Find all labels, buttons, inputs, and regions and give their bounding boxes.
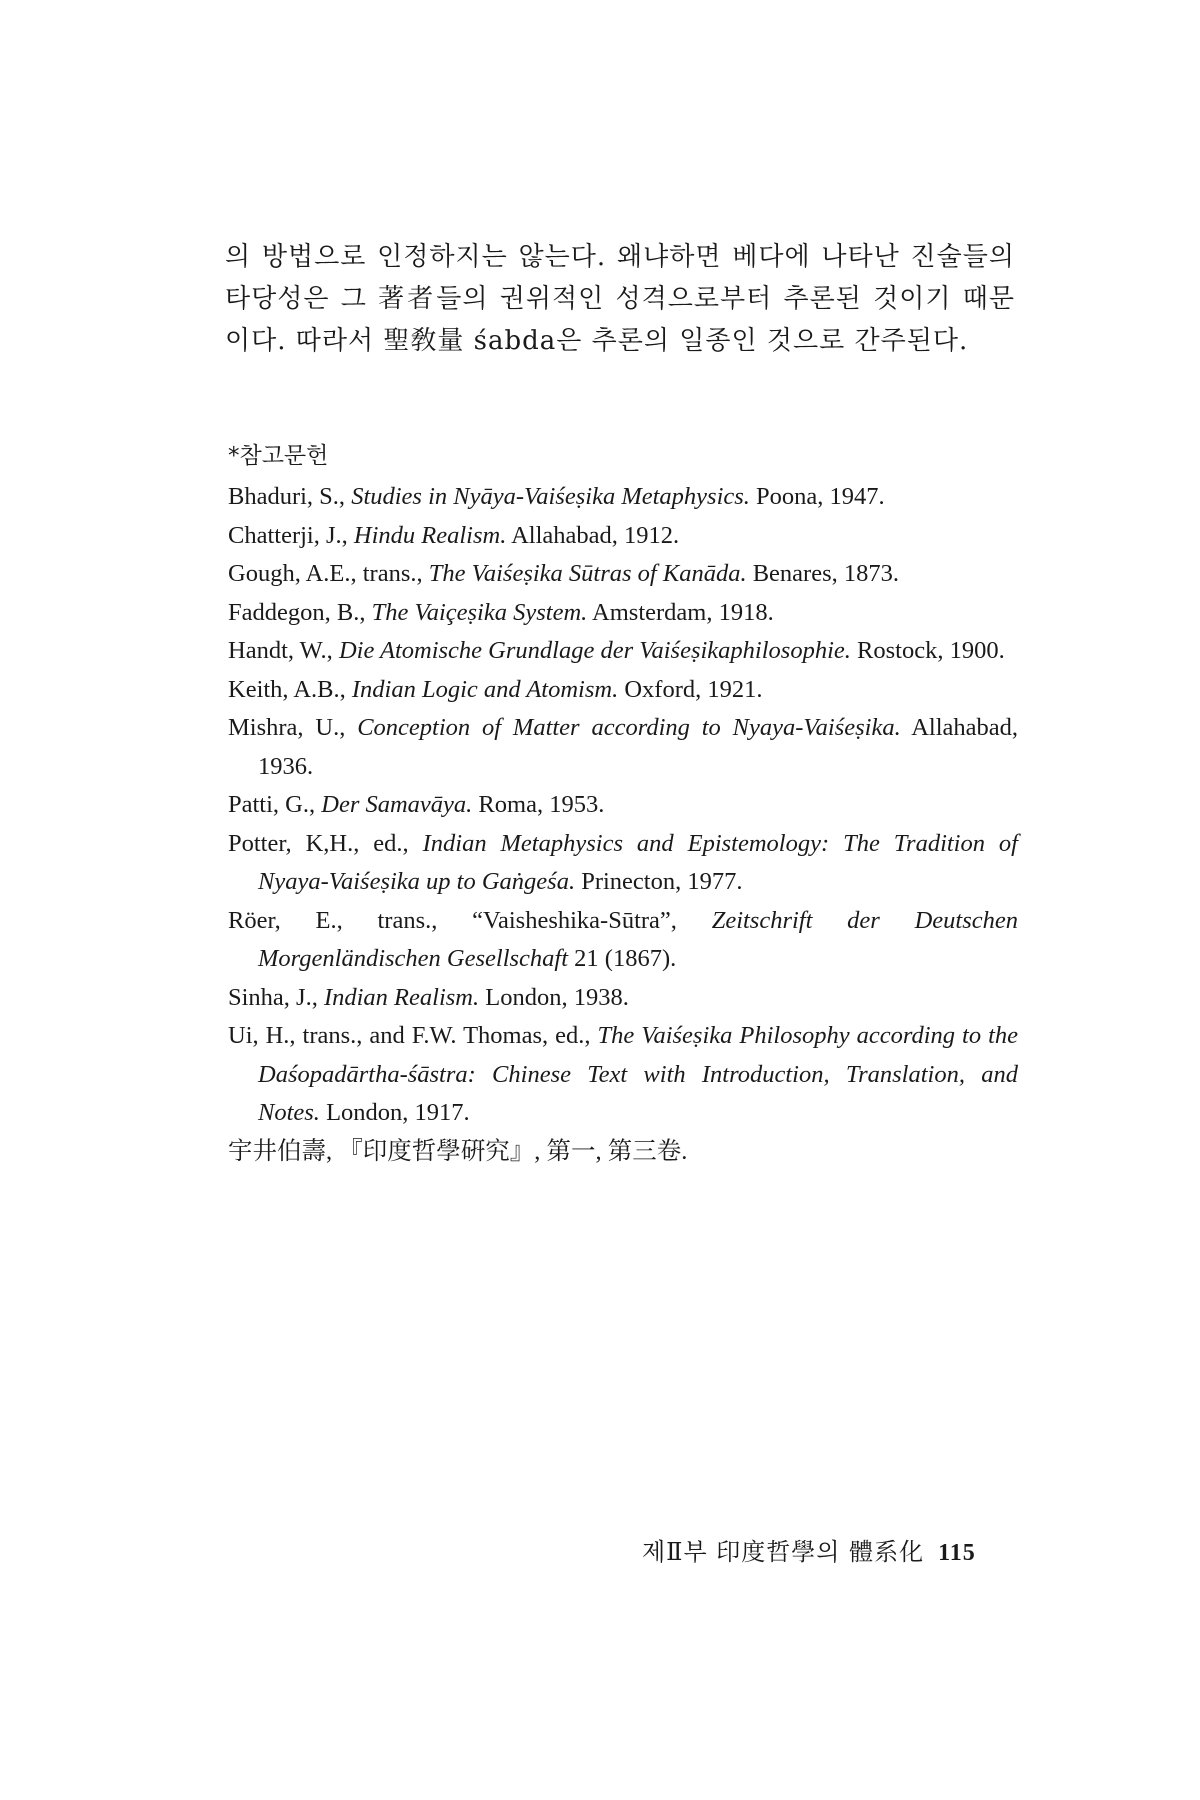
reference-title: The Vaiśeṣika Philosophy according to the Daśopadārtha-śāstra: Chinese Text with Introduction, Translation, and Notes. — [258, 1022, 1018, 1126]
reference-author: Faddegon, B., — [228, 598, 372, 626]
reference-author: Gough, A.E., trans., — [228, 560, 429, 587]
reference-author: Handt, W., — [228, 637, 339, 664]
reference-entry — [228, 671, 1018, 710]
reference-title: Hindu Realism. — [353, 521, 507, 549]
reference-entry — [228, 517, 1018, 556]
reference-author: Sinha, J., — [228, 983, 324, 1011]
reference-entry — [228, 478, 1018, 517]
reference-title: Zeitschrift der Deutschen Morgenländischen Gesellschaft — [258, 906, 1019, 972]
reference-title: Studies in Nyāya-Vaiśeṣika Metaphysics. — [351, 483, 750, 510]
reference-entry — [228, 632, 1018, 671]
reference-publication: Benares, 1873. — [746, 560, 900, 587]
reference-entry — [228, 1133, 1018, 1172]
page-footer — [642, 1532, 976, 1567]
reference-title: Conception of Matter according to Nyaya-Vaiśeṣika. — [357, 714, 901, 741]
reference-title: Der Samavāya. — [321, 791, 473, 818]
reference-author: Röer, E., trans., “Vaisheshika-Sūtra”, — [228, 906, 712, 934]
body-text — [225, 236, 1015, 362]
reference-entry — [228, 825, 1018, 902]
reference-title: Die Atomische Grundlage der Vaiśeṣikaphilosophie. — [338, 637, 851, 664]
reference-entry — [228, 594, 1018, 633]
reference-publication: London, 1938. — [479, 983, 629, 1011]
reference-publication: Allahabad, 1912. — [506, 521, 680, 549]
reference-title: Indian Logic and Atomism. — [351, 675, 619, 703]
reference-publication: Amsterdam, 1918. — [587, 598, 774, 626]
reference-publication: Poona, 1947. — [749, 483, 885, 510]
reference-author: Chatterji, J., — [228, 521, 354, 549]
page-number: 115 — [938, 1540, 976, 1566]
reference-entry — [228, 979, 1018, 1018]
reference-author: 宇井伯壽, 『印度哲學硏究』, 第一, 第三卷. — [228, 1137, 688, 1165]
reference-publication: Roma, 1953. — [472, 791, 605, 818]
reference-publication: London, 1917. — [319, 1099, 470, 1126]
reference-title: Indian Realism. — [323, 983, 480, 1011]
reference-title: The Vaiçeṣika System. — [371, 598, 588, 626]
reference-author: Keith, A.B., — [228, 675, 352, 703]
reference-title: The Vaiśeṣika Sūtras of Kanāda. — [428, 560, 747, 587]
reference-publication: Prinecton, 1977. — [575, 868, 743, 895]
reference-author: Patti, G., — [228, 791, 322, 818]
reference-author: Ui, H., trans., and F.W. Thomas, ed., — [228, 1022, 598, 1049]
references-heading: *참고문헌 — [228, 443, 329, 469]
reference-entry — [228, 786, 1018, 825]
reference-publication: Oxford, 1921. — [618, 675, 763, 703]
reference-author: Mishra, U., — [228, 714, 358, 741]
reference-publication: Rostock, 1900. — [850, 637, 1005, 664]
reference-title: Indian Metaphysics and Epistemology: The Tradition of Nyaya-Vaiśeṣika up to Gaṅgeśa. — [258, 829, 1018, 895]
reference-publication: 21 (1867). — [568, 945, 677, 972]
reference-entry — [228, 709, 1018, 786]
reference-author: Potter, K,H., ed., — [228, 829, 423, 857]
reference-entry — [228, 902, 1018, 979]
running-footer-label: 제Ⅱ부 印度哲學의 體系化 — [642, 1538, 925, 1566]
body-paragraph: 의 방법으로 인정하지는 않는다. 왜냐하면 베다에 나타난 진술들의 타당성은 그 著者들의 권위적인 성격으로부터 추론된 것이기 때문이다. 따라서 聖敎量 śabda은 추론의 일종인 것으로 간주된다. — [225, 242, 1015, 356]
reference-author: Bhaduri, S., — [228, 483, 352, 510]
reference-publication: Allahabad, 1936. — [258, 714, 1019, 780]
references-section — [228, 436, 1018, 1171]
reference-entry — [228, 555, 1018, 594]
reference-entry — [228, 1017, 1018, 1133]
